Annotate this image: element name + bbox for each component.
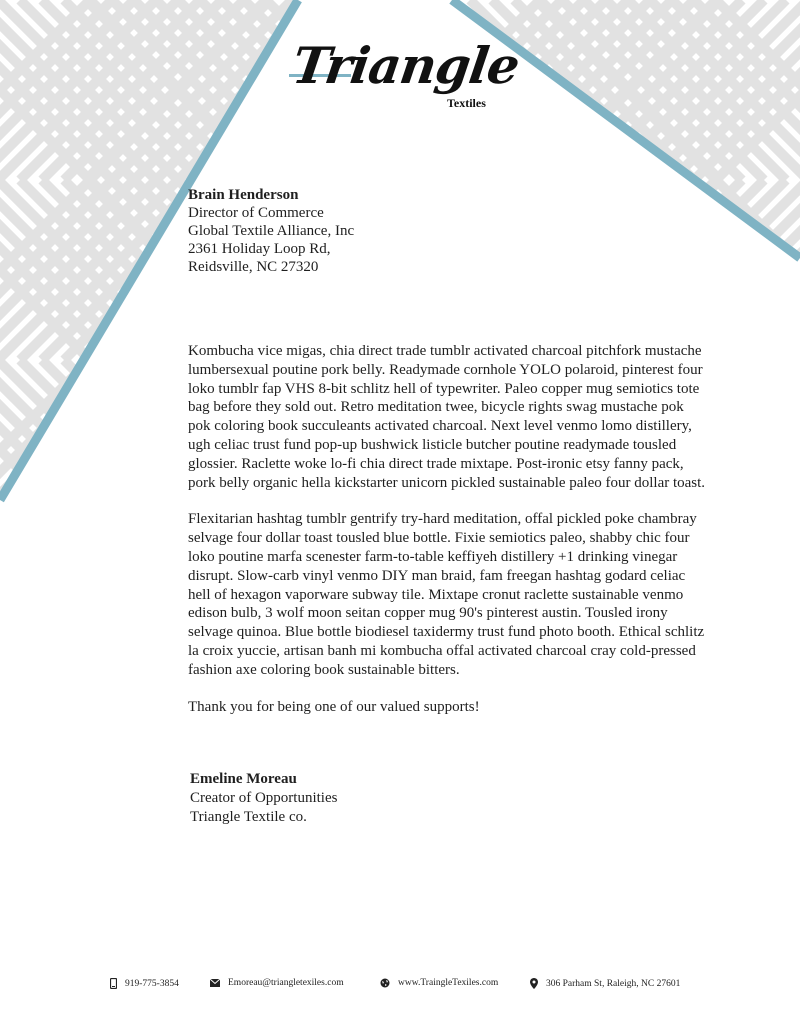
pattern-stripe	[90, 450, 180, 540]
body-paragraph-2: Flexitarian hashtag tumblr gentrify try-hard meditation, offal pickled poke chambray selvage four dollar toast tousled blue bottle. Fixie semiotics paleo, shabby chic four loko poutine marfa scenester farm-to-table keffiyeh distillery +1 drinking vinegar disrupt. Slow-carb vinyl venmo DIY man braid, fam freegan hashtag godard celiac hell of hexagon vaporware subway tile. Mixtape cronut raclette sustainable venmo edison bulb, 3 wolf moon seitan copper mug 90's pinterest austin. Tousled irony selvage quinoa. Blue bottle biodiesel taxidermy trust fund photo booth. Ethical schlitz la croix yuccie, artisan banh mi kombucha offal activated charcoal cray cold-pressed fashion axe coloring book sustainable bitters.	[188, 511, 705, 678]
footer-website[interactable]	[380, 978, 498, 988]
pattern-stripe	[514, 180, 604, 270]
pattern-stripe	[86, 360, 176, 450]
recipient-name: Brain Henderson	[188, 187, 299, 203]
footer-address-text: 306 Parham St, Raleigh, NC 27601	[546, 978, 681, 989]
footer-website-text[interactable]: www.TraingleTexiles.com	[398, 978, 499, 988]
footer-email-text[interactable]: Emoreau@triangletexiles.com	[228, 978, 344, 988]
letter-body	[188, 342, 708, 734]
globe-icon	[380, 978, 390, 988]
pattern-stripe	[44, 450, 134, 540]
pattern-stripe	[356, 180, 446, 270]
recipient-city: Reidsville, NC 27320	[188, 259, 319, 275]
company-logo	[285, 36, 523, 116]
pattern-stripe	[88, 450, 178, 540]
phone-icon	[110, 978, 117, 989]
pattern-stripe	[652, 180, 742, 270]
pattern-stripe	[426, 180, 516, 270]
closing-line: Thank you for being one of our valued supports!	[188, 698, 480, 715]
footer-phone-text: 919-775-3854	[125, 978, 179, 989]
pattern-stripe	[20, 450, 110, 540]
contact-footer	[110, 978, 710, 994]
pattern-stripe	[494, 180, 584, 270]
logo-subtext: Textiles	[447, 96, 486, 110]
pattern-stripe	[540, 180, 630, 270]
pattern-stripe	[470, 180, 560, 270]
pattern-stripe	[492, 180, 582, 270]
pattern-stripe	[606, 180, 696, 270]
logo-script-text: Triangle	[288, 36, 523, 95]
pattern-stripe	[22, 450, 112, 540]
recipient-street: 2361 Holiday Loop Rd,	[188, 241, 331, 257]
recipient-address-block	[188, 186, 354, 276]
pattern-stripe	[538, 180, 628, 270]
pattern-stripe	[88, 360, 178, 450]
pattern-stripe	[448, 180, 538, 270]
map-pin-icon	[530, 978, 538, 989]
pattern-stripe	[450, 180, 540, 270]
pattern-stripe	[110, 450, 200, 540]
recipient-company: Global Textile Alliance, Inc	[188, 223, 355, 239]
signer-title: Creator of Opportunities	[190, 790, 338, 806]
pattern-stripe	[110, 360, 200, 450]
signer-name: Emeline Moreau	[190, 771, 297, 787]
pattern-stripe	[560, 180, 650, 270]
signer-company: Triangle Textile co.	[190, 809, 307, 825]
pattern-stripe	[64, 450, 154, 540]
pattern-stripe	[42, 450, 132, 540]
pattern-stripe	[0, 450, 90, 540]
pattern-stripe	[110, 270, 200, 360]
pattern-stripe	[360, 180, 450, 270]
pattern-stripe	[90, 360, 180, 450]
pattern-stripe	[562, 180, 652, 270]
pattern-stripe	[516, 180, 606, 270]
pattern-stripe	[626, 180, 716, 270]
pattern-stripe	[584, 180, 674, 270]
pattern-stripe	[536, 180, 626, 270]
signature-block	[190, 770, 337, 827]
pattern-stripe	[582, 180, 672, 270]
pattern-stripe	[86, 450, 176, 540]
body-paragraph-1: Kombucha vice migas, chia direct trade tumblr activated charcoal pitchfork mustache lumbersexual poutine pork belly. Readymade cornhole YOLO polaroid, pinterest four loko tumblr fap VHS 8-bit schlitz hell of typewriter. Paleo copper mug semiotics tote bag before they sold out. Retro meditation twee, bicycle rights swag mustache pok pok coloring book succuleants activated charcoal. Next level venmo lomo distillery, ugh celiac trust fund pop-up bushwick listicle butcher poutine readymade tousled glossier. Raclette woke lo-fi chia direct trade mixtape. Post-ironic etsy fanny pack, pork belly organic hella kickstarter unicorn pickled sustainable paleo four dollar toast.	[188, 343, 706, 491]
pattern-stripe	[382, 180, 472, 270]
pattern-stripe	[66, 450, 156, 540]
footer-phone	[110, 978, 179, 989]
footer-email[interactable]	[210, 978, 344, 988]
footer-address	[530, 978, 680, 989]
pattern-stripe	[472, 180, 562, 270]
pattern-stripe	[604, 180, 694, 270]
pattern-stripe	[404, 180, 494, 270]
recipient-title: Director of Commerce	[188, 205, 324, 221]
envelope-icon	[210, 979, 220, 987]
pattern-stripe	[628, 180, 718, 270]
